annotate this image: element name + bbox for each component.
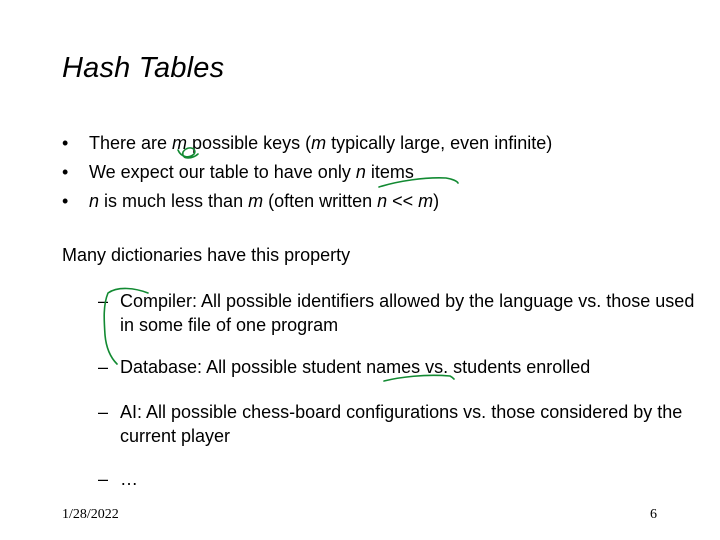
intro-text: Many dictionaries have this property [62, 245, 351, 265]
dash-icon: – [98, 469, 109, 489]
dash-icon: – [98, 402, 109, 422]
example-text: AI: All possible chess-board configurations vs. those considered by the current player [120, 402, 683, 446]
bullet-icon: • [62, 162, 69, 182]
bullet-text-segment: possible keys ( [187, 133, 312, 153]
bullet-text-segment: (often written [263, 191, 378, 211]
example-list [98, 289, 698, 491]
variable-m: m [172, 133, 188, 153]
bullet-item [62, 159, 552, 188]
slide-title: Hash Tables [62, 52, 225, 84]
variable-m: m [248, 191, 264, 211]
variable-m: m [418, 191, 434, 211]
bullet-text-segment: << [387, 191, 419, 211]
example-text: Compiler: All possible identifiers allowed by the language vs. those used in some file of one program [120, 291, 695, 335]
page-number: 6 [650, 507, 657, 522]
example-item-ellipsis [98, 467, 698, 491]
example-item-database [98, 355, 698, 400]
example-text: … [120, 469, 138, 489]
dash-icon: – [98, 357, 109, 377]
example-item-ai [98, 400, 698, 467]
bullet-text-segment: We expect our table to have only [89, 162, 356, 182]
variable-n: n [89, 191, 100, 211]
example-text: Database: All possible student names vs. students enrolled [120, 357, 591, 377]
bullet-text-segment: is much less than [99, 191, 249, 211]
bullet-text-segment: items [365, 162, 414, 182]
example-item-compiler [98, 289, 698, 355]
bullet-icon: • [62, 133, 69, 153]
bullet-item [62, 188, 552, 217]
variable-n: n [355, 162, 366, 182]
bullet-text-segment: There are [89, 133, 173, 153]
bullet-text-segment: typically large, even infinite) [326, 133, 553, 153]
bullet-list [62, 130, 552, 217]
bullet-item [62, 130, 552, 159]
footer-date: 1/28/2022 [62, 507, 119, 522]
variable-m: m [311, 133, 327, 153]
bullet-text-segment: ) [433, 191, 440, 211]
bullet-icon: • [62, 191, 69, 211]
dash-icon: – [98, 291, 109, 311]
variable-n: n [377, 191, 388, 211]
